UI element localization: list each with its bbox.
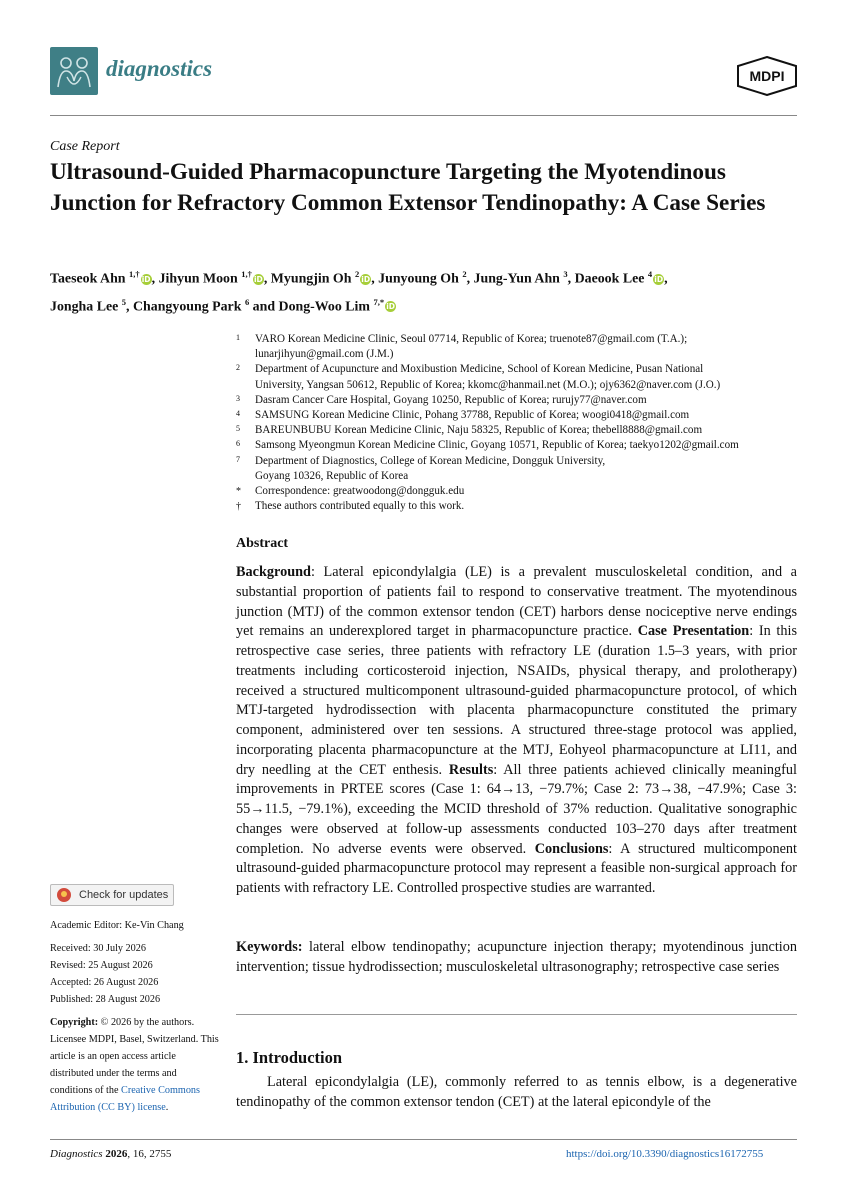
author-name: Daeook Lee [574, 271, 645, 287]
author-affiliation-mark: 1,† [129, 269, 140, 279]
author-affiliation-mark: 6 [244, 296, 250, 307]
copyright-end: . [165, 1102, 169, 1113]
affiliation-mark: * [236, 486, 241, 498]
accepted-date: Accepted: 26 August 2026 [50, 977, 159, 988]
author-separator: , [567, 271, 575, 287]
case-label: Case Presentation [637, 623, 750, 640]
affiliation-mark: 1 [236, 333, 240, 342]
keywords [236, 938, 797, 978]
copyright-text: © 2026 by the authors. Licensee MDPI, Basel, Switzerland. This article is an open access article distributed under the terms and conditions of the [50, 1017, 219, 1096]
section-divider [236, 1014, 797, 1015]
orcid-icon[interactable]: iD [386, 302, 395, 312]
published-date: Published: 28 August 2026 [50, 994, 161, 1005]
affiliation-mark: † [236, 501, 241, 513]
article-type: Case Report [50, 139, 120, 154]
copyright-notice [50, 1014, 220, 1116]
background-label: Background [236, 564, 311, 580]
author-separator: , [126, 299, 133, 315]
footer-volume: , 16, 2755 [127, 1148, 172, 1160]
affiliation-mark: 3 [236, 393, 240, 403]
author-affiliation-mark: 5 [121, 296, 127, 307]
author-separator: , [371, 271, 379, 287]
author-affiliation-mark: 4 [647, 269, 653, 279]
affiliation-line: lunarjihyun@gmail.com (J.M.) [255, 348, 394, 361]
affiliation-line: Department of Diagnostics, College of Korean Medicine, Dongguk University, [255, 454, 606, 467]
affiliation-line: Department of Acupuncture and Moxibustion Medicine, School of Korean Medicine, Pusan National [255, 363, 704, 376]
affiliation-item [236, 423, 801, 438]
header-divider [50, 115, 797, 116]
affiliation-line: University, Yangsan 50612, Republic of Korea; kkomc@hanmail.net (M.O.); ojy6362@naver.com (J.O.) [255, 378, 721, 391]
copyright-label: Copyright: [50, 1017, 99, 1028]
affiliation-line: BAREUNBUBU Korean Medicine Clinic, Naju 58325, Republic of Korea; thebell8888@gmail.com [255, 424, 703, 437]
author-separator: and [249, 299, 279, 315]
affiliation-line: Dasram Cancer Care Hospital, Goyang 10250, Republic of Korea; rurujy77@naver.com [255, 393, 647, 406]
journal-name: diagnostics [106, 56, 213, 81]
author-name: Changyoung Park [133, 299, 242, 315]
abstract-body [236, 563, 797, 899]
intro-heading: 1. Introduction [236, 1048, 343, 1067]
author-affiliation-mark: 1,† [241, 269, 252, 279]
author-separator: , [466, 271, 474, 287]
keywords-label: Keywords: [236, 939, 303, 955]
affiliation-item [236, 393, 801, 408]
author-affiliation-mark: 2 [354, 269, 360, 279]
abstract-heading: Abstract [236, 536, 289, 551]
academic-editor: Academic Editor: Ke-Vin Chang [50, 920, 184, 931]
footer-citation [50, 1148, 171, 1160]
background-text: : Lateral epicondylalgia (LE) is a prevalent musculoskeletal condition, and a substantial proportion of patients fail to respond to conservative treatment. The myotendinous junction (MTJ) of the common extensor tendon (CET) harbors dense nociceptive nerve endings yet remains an underexplored target in pharmacopuncture practice. [236, 564, 797, 640]
conclusions-text: : A structured multicomponent ultrasound-guided pharmacopuncture protocol may represent a feasible non-surgical approach for patients with refractory LE. Controlled prospective studies are warranted. [236, 840, 798, 896]
orcid-icon[interactable]: iD [141, 274, 151, 284]
check-updates-label: Check for updates [79, 889, 169, 901]
article-info-sidebar [50, 917, 220, 1116]
doi-link[interactable]: https://doi.org/10.3390/diagnostics16172755 [566, 1148, 764, 1160]
orcid-icon[interactable]: iD [654, 274, 664, 284]
author-name: Myungjin Oh [270, 271, 352, 287]
author-name: Junyoung Oh [378, 271, 459, 287]
affiliation-item [236, 484, 801, 499]
author-separator: , [263, 271, 271, 287]
affiliation-item [236, 499, 801, 514]
orcid-icon[interactable]: iD [253, 274, 263, 284]
affiliations [236, 332, 801, 514]
affiliation-item [236, 362, 801, 392]
affiliation-line: VARO Korean Medicine Clinic, Seoul 07714, Republic of Korea; truenote87@gmail.com (T.A.); [255, 333, 688, 345]
author-name: Jung-Yun Ahn [473, 271, 560, 287]
results-label: Results [448, 761, 494, 778]
check-updates-icon [57, 888, 71, 902]
footer-divider [50, 1139, 797, 1140]
author-name: Dong-Woo Lim [278, 299, 370, 315]
affiliation-line: Goyang 10326, Republic of Korea [255, 469, 409, 482]
check-for-updates-button[interactable] [50, 884, 174, 906]
license-link[interactable]: Creative Commons Attribution (CC BY) license [50, 1085, 200, 1113]
article-title: Ultrasound-Guided Pharmacopuncture Targeting the Myotendinous Junction for Refractory Common Extensor Tendinopathy: A Case Series [50, 159, 766, 216]
affiliation-mark: 7 [236, 454, 240, 464]
results-text: : All three patients achieved clinically meaningful improvements in PRTEE scores (Case 1: 64→13, −79.7%; Case 2: 73→38, −47.9%; Case 3: 55→11.5, −79.1%), exceeding the MCID threshold of 37% reduction. Qualitative sonographic changes were observed at follow-up assessments conducted 103–270 days after treatment completion. No adverse events were observed. [236, 761, 797, 857]
received-date: Received: 30 July 2026 [50, 943, 146, 954]
revised-date: Revised: 25 August 2026 [50, 960, 153, 971]
author-separator: , [151, 271, 159, 287]
affiliation-item [236, 408, 801, 423]
publisher-name: MDPI [749, 68, 785, 84]
affiliation-mark: 6 [236, 439, 240, 449]
affiliation-line: SAMSUNG Korean Medicine Clinic, Pohang 37788, Republic of Korea; woogi0418@gmail.com [255, 409, 690, 422]
author-name: Jihyun Moon [158, 271, 238, 287]
keywords-text: lateral elbow tendinopathy; acupuncture injection therapy; myotendinous junction intervention; tissue hydrodissection; musculoskeletal ultrasonography; retrospective case series [236, 939, 797, 975]
orcid-icon[interactable]: iD [361, 274, 371, 284]
author-affiliation-mark: 3 [563, 269, 568, 279]
author-affiliation-mark: 2 [462, 269, 467, 279]
author-list [50, 263, 810, 318]
footer-year: 2026 [105, 1148, 128, 1160]
author-affiliation-mark: 7,* [373, 296, 385, 307]
author-name: Jongha Lee [50, 299, 119, 315]
author-name: Taeseok Ahn [50, 271, 126, 287]
affiliation-line: Samsong Myeongmun Korean Medicine Clinic, Goyang 10571, Republic of Korea; taekyo1202@gmail.com [255, 439, 739, 452]
affiliation-mark: 4 [236, 409, 240, 419]
affiliation-line: Correspondence: greatwoodong@dongguk.edu [255, 485, 465, 498]
author-separator: , [664, 271, 672, 287]
affiliation-item [236, 438, 801, 453]
conclusions-label: Conclusions [534, 840, 609, 857]
affiliation-item [236, 454, 801, 484]
footer-journal: Diagnostics [50, 1148, 103, 1160]
affiliation-line: These authors contributed equally to this work. [255, 500, 465, 513]
publisher-logo [736, 56, 798, 96]
affiliation-mark: 2 [236, 363, 240, 373]
affiliation-mark: 5 [236, 424, 240, 434]
affiliation-item [236, 332, 801, 362]
intro-text: Lateral epicondylalgia (LE), commonly referred to as tennis elbow, is a degenerative tendinopathy of the common extensor tendon (CET) at the lateral epicondyle of the [236, 1074, 797, 1110]
case-text: : In this retrospective case series, three patients with refractory LE (duration 1.5–3 years, with prior treatments including corticosteroid injection, NSAIDs, physical therapy, and prolotherapy) received a structured multicomponent ultrasound-guided pharmacopuncture protocol, of which MTJ-targeted hydrodissection with placenta pharmacopuncture constituted the primary component, administered over ten sessions. A structured three-stage protocol was applied, incorporating placenta pharmacopuncture at the MTJ, Eohyeol pharmacopuncture at LI11, and dry needling at the CET enthesis. [236, 623, 798, 778]
journal-logo-icon [50, 47, 98, 95]
